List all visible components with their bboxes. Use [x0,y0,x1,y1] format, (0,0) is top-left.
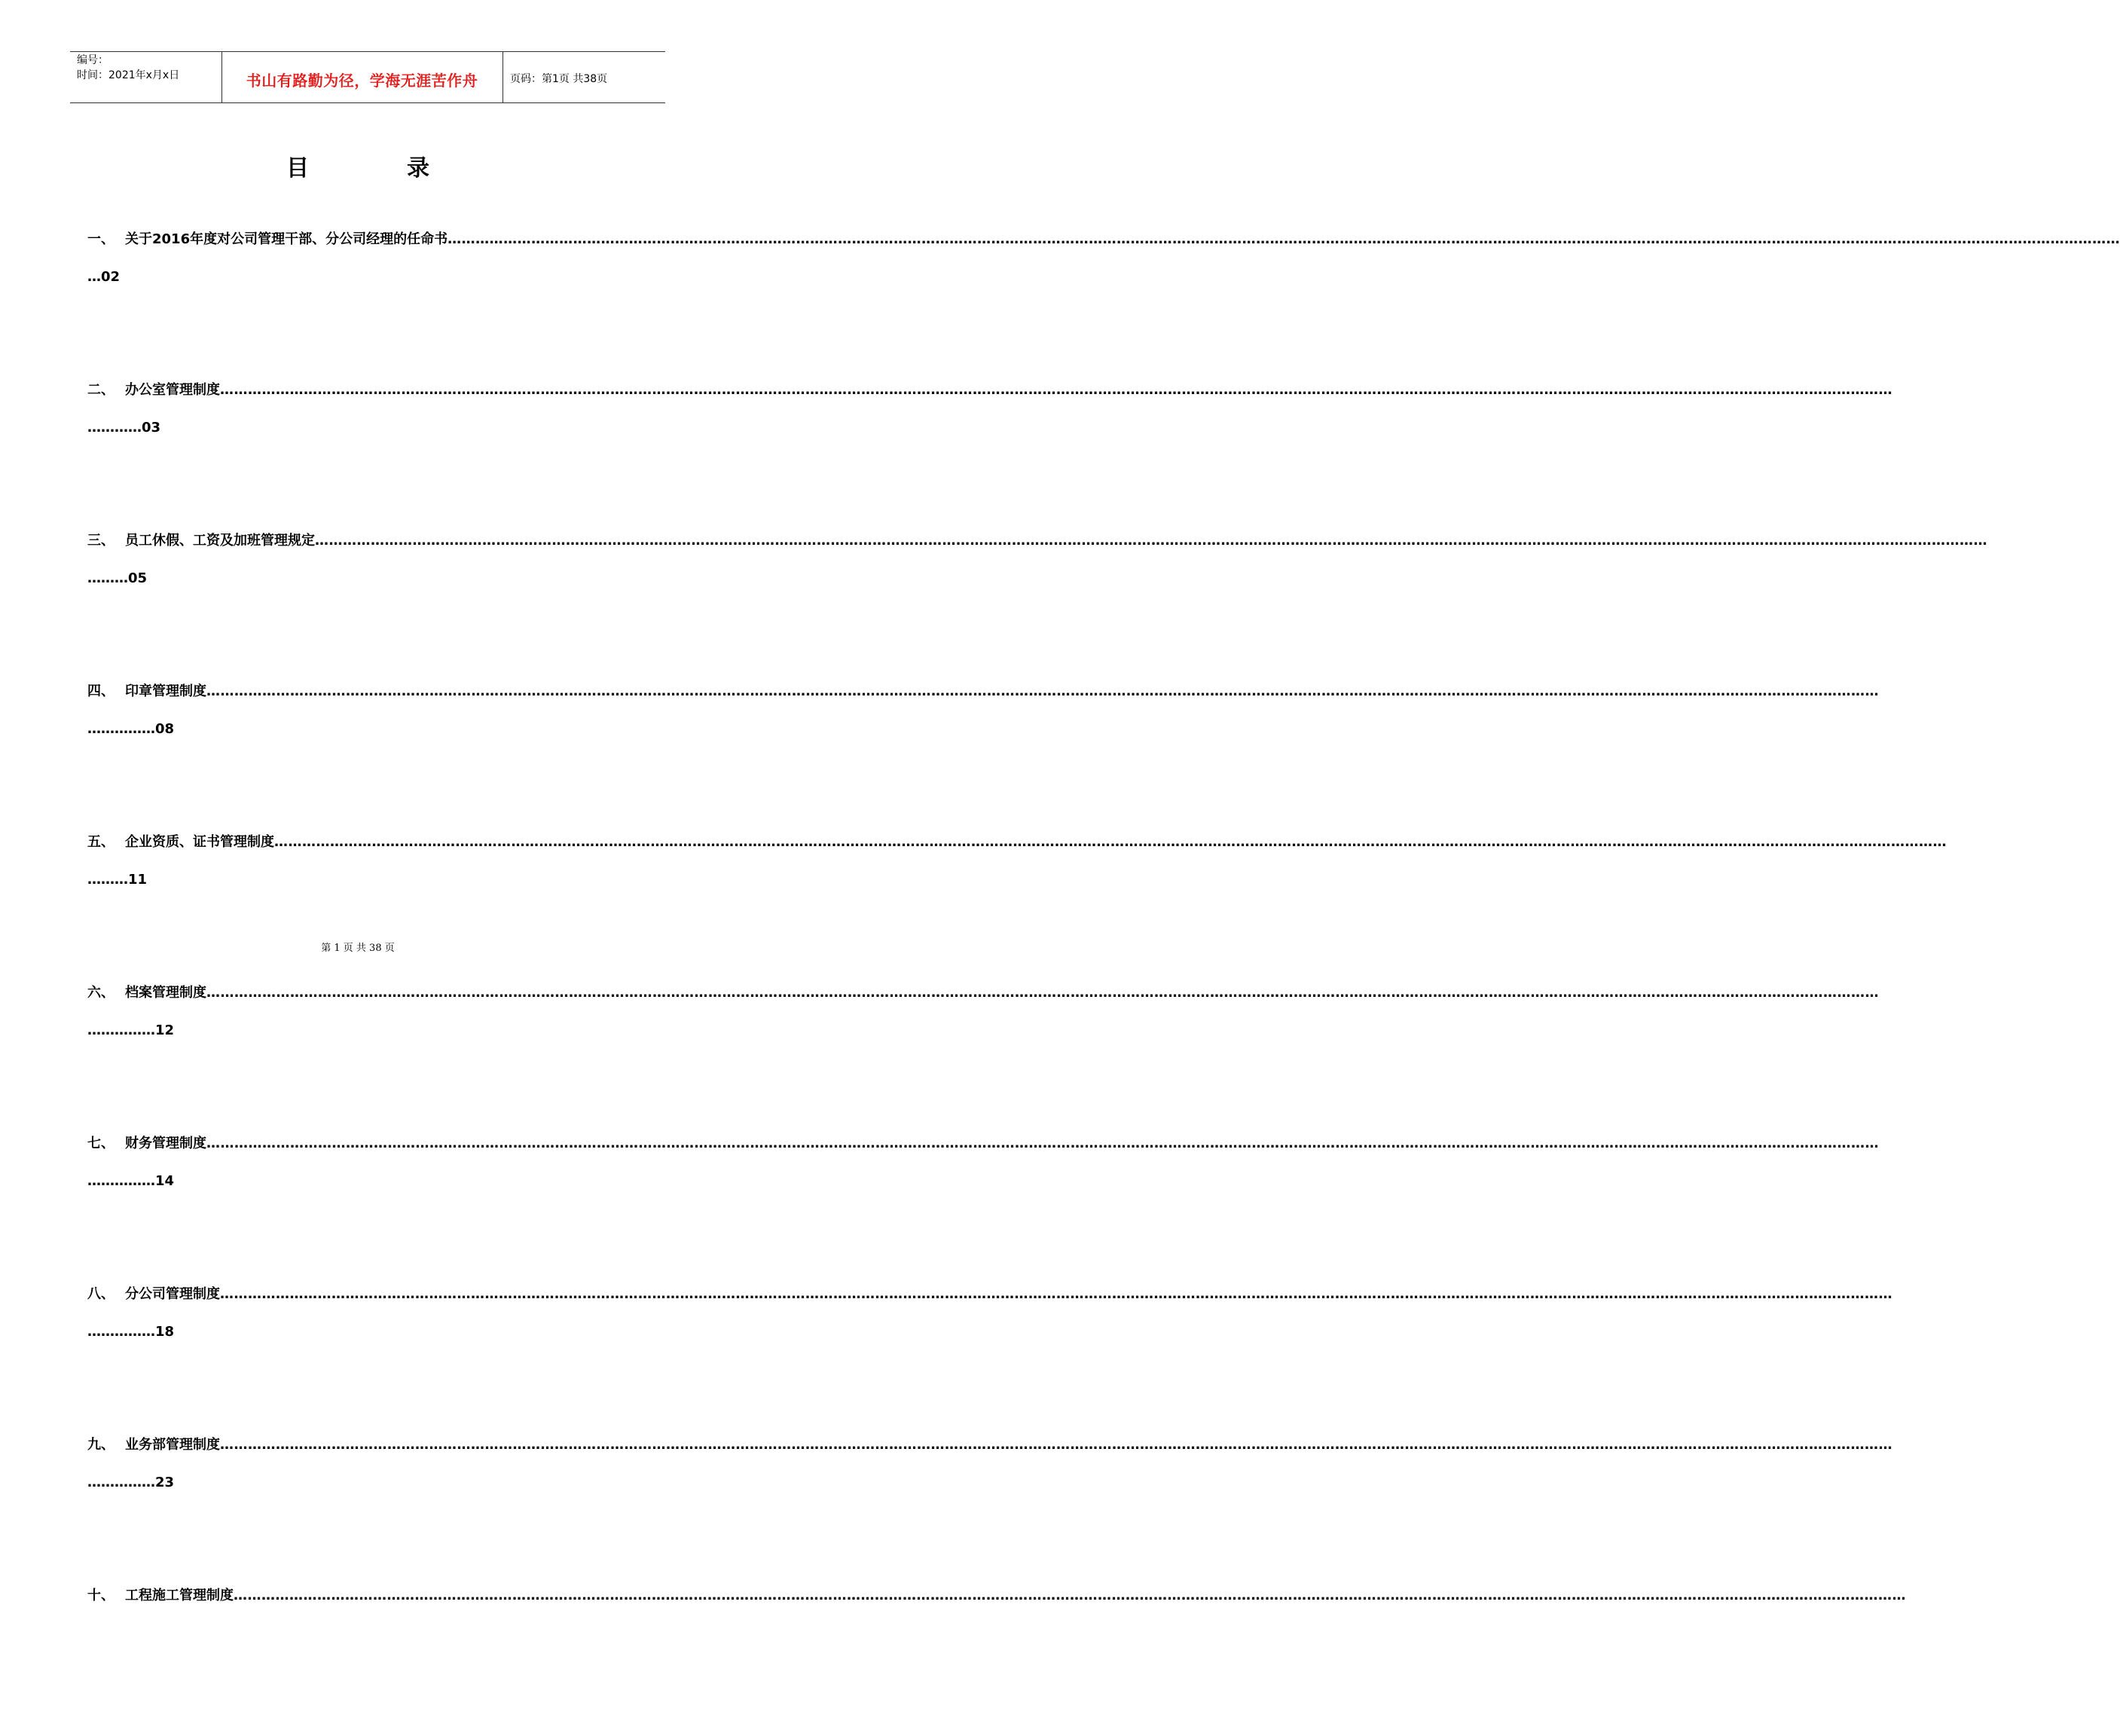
page-footer: 第 1 页 共 38 页 [321,943,395,954]
toc-leader-dots: ……………………………………………………………………………………………………………………………………………………………………………………………………………………………………………………………………………………………………………………………… [206,683,1879,699]
toc-entry-title: 业务部管理制度 [125,1437,220,1453]
toc-entry-line [87,380,1892,401]
toc-entry-title: 关于2016年度对公司管理干部、分公司经理的任命书 [125,231,448,247]
toc-entry-number: 一、 [87,231,115,247]
toc-leader-dots: ……………………………………………………………………………………………………………………………………………………………………………………………………………………………………………………………………………………………………………………………… [234,1588,1906,1603]
toc-entry-title: 印章管理制度 [125,683,206,699]
toc-entry-line [87,1585,1906,1606]
toc-page-number: ………05 [87,570,148,586]
toc-entry-number: 五、 [87,834,115,850]
toc-entry-number: 七、 [87,1135,115,1151]
toc-page-number: …02 [87,269,121,285]
toc-entry[interactable] [87,229,2120,380]
toc-entry-line [87,1133,1879,1154]
toc-entry[interactable] [87,832,1947,983]
toc-entry[interactable] [87,1585,1906,1736]
toc-entry-number: 八、 [87,1286,115,1302]
toc-entry-title: 财务管理制度 [125,1135,206,1151]
toc-entry-title: 企业资质、证书管理制度 [125,834,274,850]
toc-entry-number: 四、 [87,683,115,699]
toc-entry[interactable] [87,1284,1892,1435]
toc-entry-line [87,530,1987,552]
toc-entry-title: 工程施工管理制度 [125,1588,234,1603]
toc-entry-line [87,1284,1892,1305]
toc-page-number: ……………12 [87,1022,175,1038]
toc-entry-line [87,832,1947,853]
toc-entry-title: 员工休假、工资及加班管理规定 [125,533,315,549]
toc-entry-number: 十、 [87,1588,115,1603]
toc-page-number: ……………23 [87,1475,175,1490]
toc-page-number: ……………18 [87,1324,175,1340]
toc-entry-line [87,983,1879,1004]
time-label: 时间：2021年x月x日 [77,69,180,81]
toc-leader-dots: ……………………………………………………………………………………………………………………………………………………………………………………………………………………………………………………………………………………………………………………………… [220,382,1892,398]
toc-entry[interactable] [87,380,1892,530]
toc-entry-line [87,1435,1892,1456]
toc-entry[interactable] [87,681,1879,832]
toc-page-number: …………03 [87,420,161,436]
toc-leader-dots: ……………………………………………………………………………………………………………………………………………………………………………………………………………………………………………………………………………………………………………………………… [220,1437,1892,1453]
toc-leader-dots: ……………………………………………………………………………………………………………………………………………………………………………………………………………………………………………………………………………………………………………………………… [274,834,1947,850]
page-info: 页码：第1页 共38页 [510,73,608,85]
toc-entry-number: 九、 [87,1437,115,1453]
toc-entry-title: 分公司管理制度 [125,1286,220,1302]
header-motto-cell [221,52,503,102]
toc-leader-dots: ……………………………………………………………………………………………………………………………………………………………………………………………………………………………………………………………………………………………………………………………… [448,231,2120,247]
toc-leader-dots: ……………………………………………………………………………………………………………………………………………………………………………………………………………………………………………………………………………………………………………………………… [206,985,1879,1001]
title-char-left: 目 [286,155,309,182]
toc-entry-line [87,229,2120,250]
title-char-right: 录 [407,155,429,182]
toc-entry[interactable] [87,530,1987,681]
serial-label: 编号： [77,54,108,66]
table-of-contents [87,229,2120,1736]
toc-entry-number: 六、 [87,985,115,1001]
toc-page-number: ………11 [87,872,148,888]
header-page-cell [503,52,665,102]
toc-entry[interactable] [87,1133,1879,1284]
page-header [70,51,665,103]
toc-entry-number: 二、 [87,382,115,398]
toc-entry[interactable] [87,1435,1892,1585]
toc-entry-line [87,681,1879,702]
toc-entry-title: 档案管理制度 [125,985,206,1001]
toc-leader-dots: ……………………………………………………………………………………………………………………………………………………………………………………………………………………………………………………………………………………………………………………………… [220,1286,1892,1302]
page-title [0,149,716,182]
toc-page-number: ……………14 [87,1173,175,1189]
toc-page-number: ……………08 [87,721,175,737]
toc-entry[interactable] [87,983,1879,1133]
toc-leader-dots: ……………………………………………………………………………………………………………………………………………………………………………………………………………………………………………………………………………………………………………………………… [206,1135,1879,1151]
header-meta-cell [70,52,222,102]
toc-entry-number: 三、 [87,533,115,549]
toc-entry-title: 办公室管理制度 [125,382,220,398]
toc-leader-dots: ……………………………………………………………………………………………………………………………………………………………………………………………………………………………………………………………………………………………………………………………… [315,533,1987,549]
motto: 书山有路勤为径，学海无涯苦作舟 [246,72,478,90]
